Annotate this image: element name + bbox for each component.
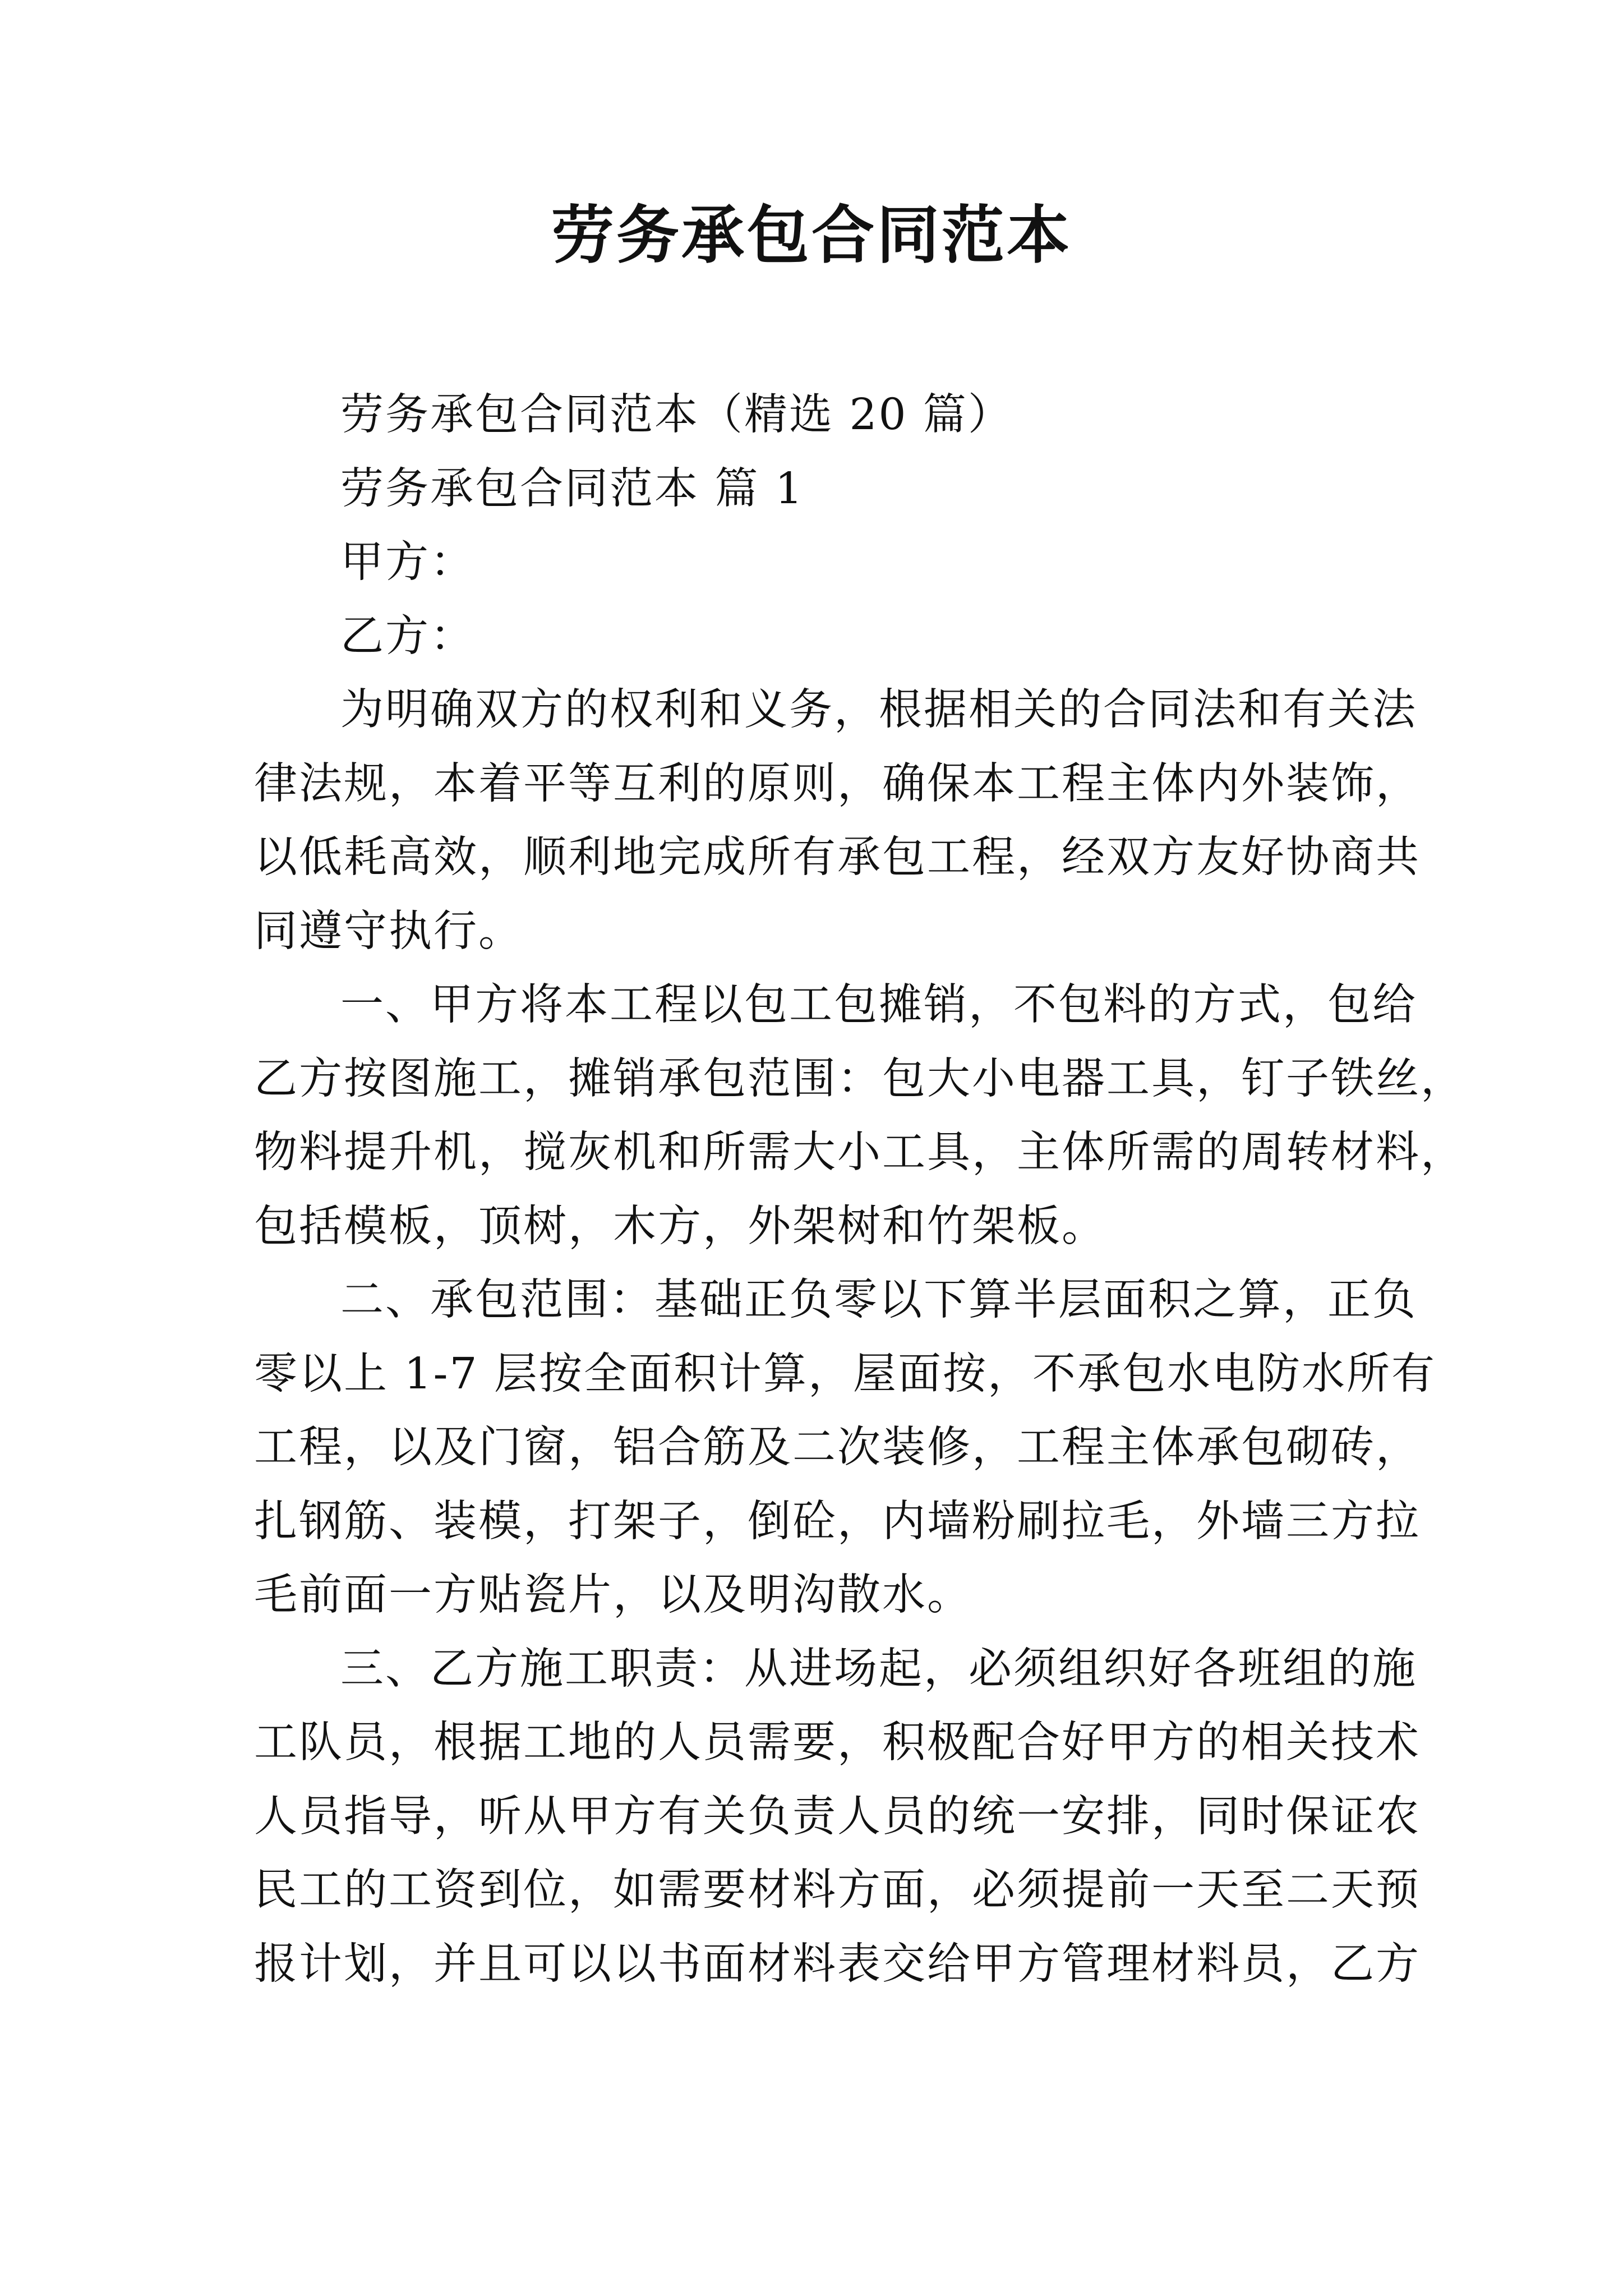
paragraph-line: 同遵守执行。 [254,906,523,956]
party-b-line: 乙方： [340,611,475,661]
paragraph-line: 扎钢筋、装模，打架子，倒砼，内墙粉刷拉毛，外墙三方拉 [254,1496,1421,1547]
paragraph-line: 二、承包范围：基础正负零以下算半层面积之算，正负 [340,1275,1417,1325]
paragraph-line: 报计划，并且可以以书面材料表交给甲方管理材料员，乙方 [254,1939,1421,1989]
paragraph-line: 为明确双方的权利和义务，根据相关的合同法和有关法 [340,685,1417,735]
paragraph-line: 零以上 1-7 层按全面积计算，屋面按，不承包水电防水所有 [254,1349,1436,1399]
subtitle-line: 劳务承包合同范本（精选 20 篇） [340,390,1013,440]
paragraph-line: 毛前面一方贴瓷片，以及明沟散水。 [254,1570,972,1620]
section-heading: 劳务承包合同范本 篇 1 [340,463,804,514]
paragraph-line: 民工的工资到位，如需要材料方面，必须提前一天至二天预 [254,1865,1421,1915]
paragraph-line: 包括模板，顶树，木方，外架树和竹架板。 [254,1201,1106,1251]
paragraph-line: 乙方按图施工，摊销承包范围：包大小电器工具，钉子铁丝， [254,1053,1465,1104]
paragraph-line: 物料提升机，搅灰机和所需大小工具，主体所需的周转材料， [254,1128,1465,1177]
paragraph-line: 以低耗高效，顺利地完成所有承包工程，经双方友好协商共 [254,832,1421,882]
paragraph-line: 一、甲方将本工程以包工包摊销，不包料的方式，包给 [340,980,1417,1030]
document-body [254,378,1465,2001]
party-a-line: 甲方： [340,537,475,587]
paragraph-line: 工队员，根据工地的人员需要，积极配合好甲方的相关技术 [254,1718,1421,1768]
paragraph-line: 三、乙方施工职责：从进场起，必须组织好各班组的施 [340,1644,1417,1694]
paragraph-line: 人员指导，听从甲方有关负责人员的统一安排，同时保证农 [254,1791,1421,1842]
paragraph-line: 工程，以及门窗，铝合筋及二次装修，工程主体承包砌砖， [254,1423,1421,1473]
paragraph-line: 律法规，本着平等互利的原则，确保本工程主体内外装饰， [254,758,1421,809]
document-title: 劳务承包合同范本 [551,199,1072,272]
